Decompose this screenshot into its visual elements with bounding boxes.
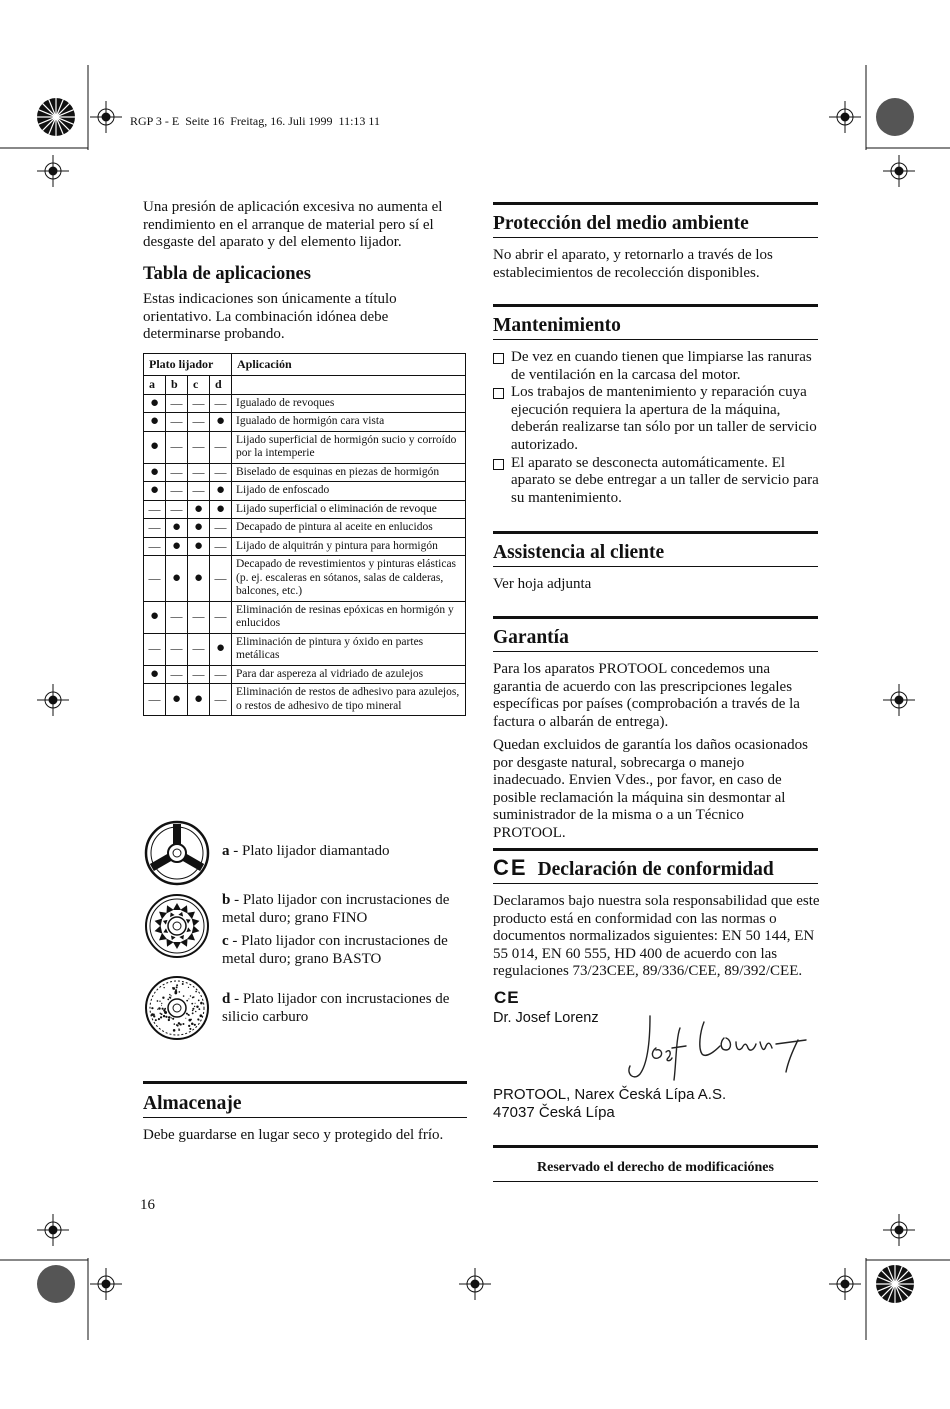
marker-cell-b: — [166,500,188,519]
application-cell: Decapado de pintura al aceite en enlucidos [232,519,466,538]
application-cell: Eliminación de resinas epóxicas en hormigón y enlucidos [232,601,466,633]
marker-cell-a: ● [144,482,166,501]
marker-cell-b: — [166,431,188,463]
marker-cell-c: ● [188,537,210,556]
application-cell: Para dar aspereza al vidriado de azulejos [232,665,466,684]
marker-cell-b: ● [166,537,188,556]
table-row [144,684,466,716]
application-cell: Lijado de alquitrán y pintura para hormigón [232,537,466,556]
list-item: De vez en cuando tienen que limpiarse las ranuras de ventilación en la carcasa del motor. [493,349,819,384]
table-row [144,463,466,482]
garantia-rule [493,616,818,619]
table-header-row [144,354,466,376]
marker-cell-b: — [166,482,188,501]
tabla-intro: Estas indicaciones son únicamente a título orientativo. La combinación idónea debe determinarse probando. [143,291,397,343]
marker-cell-a: — [144,633,166,665]
almacenaje-heading: Almacenaje [143,1093,467,1118]
marker-cell-c: ● [188,500,210,519]
col-plato-lijador: Plato lijador [144,354,232,376]
almacenaje-rule [143,1081,467,1084]
table-row [144,665,466,684]
application-cell: Lijado superficial de hormigón sucio y corroído por la intemperie [232,431,466,463]
legend-a: a - Plato lijador diamantado [222,843,390,859]
marker-cell-a: — [144,500,166,519]
table-row [144,394,466,413]
marker-cell-d: — [210,431,232,463]
proteccion-text: No abrir el aparato, y retornarlo a través de los establecimientos de recolección disponibles. [493,247,773,281]
checkbox-bullet-icon [493,459,504,470]
marker-cell-c: — [188,431,210,463]
sub-c: c [188,376,210,395]
ce-mark-small-icon: CE [494,988,520,1007]
marker-cell-a: — [144,537,166,556]
table-row [144,482,466,501]
marker-cell-d: — [210,394,232,413]
garantia-p2: Quedan excluidos de garantía los daños ocasionados por desgaste natural, sobrecarga o manejo inadecuado. Envien Vdes., por favor, en caso de posible reclamación la máquina sin desmontar al suministrador de la misma o a un Técnico PROTOOL. [493,737,808,841]
marker-cell-c: ● [188,684,210,716]
tabla-heading: Tabla de aplicaciones [143,264,311,284]
reservado-bottom-rule [493,1181,818,1182]
marker-cell-a: — [144,556,166,602]
declaracion-text: Declaramos bajo nuestra sola responsabilidad que este producto está en conformidad con las normas o documentos normalizados siguientes: EN 50 144, EN 55 014, EN 60 555, HD 400 de acuerdo con las regulaciones 73/23CEE, 89/336/CEE, 89/392/CEE. [493,893,820,980]
marker-cell-c: — [188,463,210,482]
mantenimiento-heading: Mantenimiento [493,315,818,340]
application-cell: Igualado de hormigón cara vista [232,413,466,432]
marker-cell-a: ● [144,413,166,432]
diamond-disc-icon [144,820,210,886]
table-subheader-row [144,376,466,395]
asistencia-rule [493,531,818,534]
marker-cell-a: ● [144,431,166,463]
marker-cell-c: — [188,665,210,684]
marker-cell-b: ● [166,519,188,538]
table-row [144,413,466,432]
checkbox-bullet-icon [493,388,504,399]
marker-cell-d: — [210,684,232,716]
marker-cell-b: — [166,413,188,432]
marker-cell-b: — [166,665,188,684]
sub-d: d [210,376,232,395]
marker-cell-d: — [210,537,232,556]
garantia-heading: Garantía [493,627,818,652]
marker-cell-d: ● [210,633,232,665]
marker-cell-a: ● [144,463,166,482]
legend-d: d - Plato lijador con incrustaciones de silicio carburo [222,991,450,1025]
marker-cell-c: ● [188,519,210,538]
marker-cell-a: ● [144,601,166,633]
marker-cell-c: — [188,633,210,665]
application-cell: Biselado de esquinas en piezas de hormigón [232,463,466,482]
silicon-carbide-disc-icon [144,975,210,1041]
list-item: El aparato se desconecta automáticamente. El aparato se debe entregar a un taller de servicio para su mantenimiento. [493,455,819,508]
reservado-note: Reservado el derecho de modificaciónes [537,1160,774,1175]
table-row [144,431,466,463]
asistencia-text: Ver hoja adjunta [493,576,592,592]
carbide-disc-fine-icon [144,893,210,959]
marker-cell-c: — [188,601,210,633]
signer-name: Dr. Josef Lorenz [493,1010,599,1026]
marker-cell-a: — [144,684,166,716]
proteccion-heading: Protección del medio ambiente [493,213,818,238]
marker-cell-b: ● [166,556,188,602]
almacenaje-text: Debe guardarse en lugar seco y protegido del frío. [143,1127,444,1143]
declaracion-heading: CE Declaración de conformidad [493,857,818,884]
col-aplicacion: Aplicación [232,354,466,376]
marker-cell-d: ● [210,500,232,519]
table-row [144,537,466,556]
marker-cell-b: ● [166,684,188,716]
application-cell: Eliminación de restos de adhesivo para azulejos, o restos de adhesivo de tipo mineral [232,684,466,716]
table-row [144,519,466,538]
garantia-p1: Para los aparatos PROTOOL concedemos una garantia de acuerdo con las prescripciones legales específicas por países (comprobación a través de la factura o albarán de entrega). [493,661,800,730]
legend-b: b - Plato lijador con incrustaciones de metal duro; grano FINO [222,892,450,926]
mantenimiento-rule [493,304,818,307]
proteccion-rule [493,202,818,205]
marker-cell-d: — [210,463,232,482]
application-cell: Decapado de revestimientos y pinturas elásticas (p. ej. escaleras en sótanos, salas de calderas, balcones, etc.) [232,556,466,602]
sub-a: a [144,376,166,395]
marker-cell-c: — [188,413,210,432]
marker-cell-d: ● [210,413,232,432]
marker-cell-d: — [210,601,232,633]
table-row [144,500,466,519]
marker-cell-d: — [210,665,232,684]
reservado-rule [493,1145,818,1148]
company-address: PROTOOL, Narex Česká Lípa A.S. 47037 Česká Lípa [493,1086,727,1121]
asistencia-heading: Assistencia al cliente [493,542,818,567]
application-cell: Lijado de enfoscado [232,482,466,501]
signature-image [620,1008,820,1086]
table-row [144,633,466,665]
marker-cell-d: — [210,556,232,602]
marker-cell-c: — [188,482,210,501]
marker-cell-d: — [210,519,232,538]
marker-cell-c: — [188,394,210,413]
mantenimiento-list [493,349,819,507]
sub-b: b [166,376,188,395]
marker-cell-b: — [166,633,188,665]
marker-cell-d: ● [210,482,232,501]
application-cell: Lijado superficial o eliminación de revoque [232,500,466,519]
application-cell: Eliminación de pintura y óxido en partes metálicas [232,633,466,665]
legend-c: c - Plato lijador con incrustaciones de metal duro; grano BASTO [222,933,448,967]
intro-paragraph: Una presión de aplicación excesiva no aumenta el rendimiento en el arranque de material pero sí el desgaste del aparato y del elemento lijador. [143,199,443,251]
print-slug: RGP 3 - E Seite 16 Freitag, 16. Juli 1999 11:13 11 [130,114,380,128]
marker-cell-b: — [166,463,188,482]
checkbox-bullet-icon [493,353,504,364]
table-row [144,556,466,602]
marker-cell-b: — [166,601,188,633]
marker-cell-a: — [144,519,166,538]
applications-table [143,353,466,716]
marker-cell-a: ● [144,665,166,684]
marker-cell-b: — [166,394,188,413]
marker-cell-a: ● [144,394,166,413]
page-number: 16 [140,1197,155,1213]
list-item: Los trabajos de mantenimiento y reparación cuya ejecución requiera la apertura de la máquina, deberán realizarse tan sólo por un taller de servicio autorizado. [493,384,819,454]
application-cell: Igualado de revoques [232,394,466,413]
declaracion-rule [493,848,818,851]
marker-cell-c: ● [188,556,210,602]
sub-empty [232,376,466,395]
ce-mark-icon: CE [493,855,528,880]
table-row [144,601,466,633]
